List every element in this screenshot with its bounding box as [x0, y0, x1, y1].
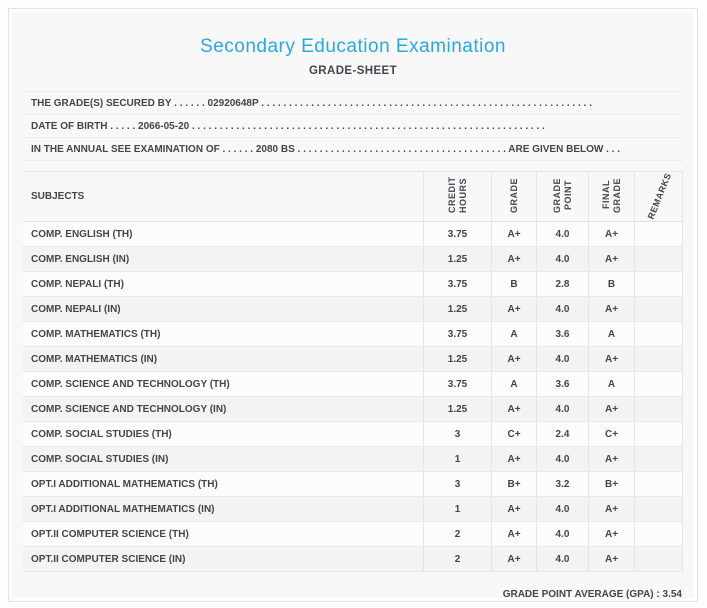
cell-subject: OPT.I ADDITIONAL MATHEMATICS (TH)	[23, 472, 424, 497]
cell-grade-point: 4.0	[537, 522, 589, 547]
cell-grade: A+	[492, 222, 537, 247]
cell-credit-hours: 3.75	[424, 272, 492, 297]
cell-subject: COMP. SCIENCE AND TECHNOLOGY (TH)	[23, 372, 424, 397]
cell-credit-hours: 1	[424, 447, 492, 472]
cell-final-grade: A+	[589, 247, 635, 272]
cell-credit-hours: 3.75	[424, 372, 492, 397]
grade-table-body	[23, 222, 683, 572]
cell-subject: COMP. SCIENCE AND TECHNOLOGY (IN)	[23, 397, 424, 422]
cell-grade-point: 2.8	[537, 272, 589, 297]
table-row	[23, 472, 683, 497]
cell-subject: COMP. MATHEMATICS (IN)	[23, 347, 424, 372]
cell-subject: COMP. ENGLISH (TH)	[23, 222, 424, 247]
table-row	[23, 272, 683, 297]
cell-grade-point: 4.0	[537, 397, 589, 422]
remarks-label: REMARKS	[645, 171, 674, 221]
cell-grade: B	[492, 272, 537, 297]
column-header-grade-point	[537, 172, 589, 222]
cell-final-grade: A+	[589, 297, 635, 322]
cell-final-grade: A+	[589, 547, 635, 572]
cell-grade: A	[492, 322, 537, 347]
grades-table	[23, 171, 683, 572]
cell-remarks	[635, 297, 683, 322]
cell-credit-hours: 1.25	[424, 297, 492, 322]
cell-grade-point: 4.0	[537, 297, 589, 322]
cell-final-grade: A+	[589, 447, 635, 472]
candidate-info-section	[23, 91, 683, 161]
cell-credit-hours: 3	[424, 422, 492, 447]
cell-final-grade: A+	[589, 397, 635, 422]
cell-subject: COMP. SOCIAL STUDIES (TH)	[23, 422, 424, 447]
page-subtitle: GRADE-SHEET	[308, 65, 398, 77]
cell-grade: A+	[492, 522, 537, 547]
cell-grade-point: 4.0	[537, 247, 589, 272]
table-row	[23, 547, 683, 572]
info-line-examination-year: IN THE ANNUAL SEE EXAMINATION OF . . . . . . 2080 BS . . . . . . . . . . . . . . . . . . . . . . . . . . . . . . . . . . . . . . ARE GIVEN BELOW . . .	[23, 138, 683, 161]
cell-remarks	[635, 447, 683, 472]
table-row	[23, 372, 683, 397]
cell-final-grade: C+	[589, 422, 635, 447]
cell-subject: COMP. MATHEMATICS (TH)	[23, 322, 424, 347]
cell-grade-point: 4.0	[537, 547, 589, 572]
cell-remarks	[635, 222, 683, 247]
cell-credit-hours: 3.75	[424, 322, 492, 347]
cell-remarks	[635, 522, 683, 547]
table-row	[23, 297, 683, 322]
grade-label: GRADE	[508, 177, 519, 213]
credit-hours-label: CREDIT HOURS	[446, 176, 468, 214]
table-row	[23, 522, 683, 547]
cell-subject: COMP. SOCIAL STUDIES (IN)	[23, 447, 424, 472]
cell-remarks	[635, 397, 683, 422]
cell-credit-hours: 2	[424, 522, 492, 547]
column-header-final-grade	[589, 172, 635, 222]
cell-remarks	[635, 372, 683, 397]
cell-grade: A	[492, 372, 537, 397]
grade-sheet-content	[9, 36, 697, 600]
cell-credit-hours: 3	[424, 472, 492, 497]
column-header-credit-hours	[424, 172, 492, 222]
cell-grade-point: 4.0	[537, 222, 589, 247]
cell-grade-point: 4.0	[537, 447, 589, 472]
cell-subject: OPT.II COMPUTER SCIENCE (IN)	[23, 547, 424, 572]
cell-credit-hours: 1.25	[424, 247, 492, 272]
table-row	[23, 247, 683, 272]
cell-grade: A+	[492, 497, 537, 522]
cell-final-grade: A+	[589, 497, 635, 522]
table-row	[23, 222, 683, 247]
table-row	[23, 397, 683, 422]
cell-subject: OPT.II COMPUTER SCIENCE (TH)	[23, 522, 424, 547]
cell-remarks	[635, 347, 683, 372]
cell-credit-hours: 1	[424, 497, 492, 522]
cell-credit-hours: 3.75	[424, 222, 492, 247]
grade-point-label: GRADE POINT	[551, 177, 573, 213]
table-row	[23, 447, 683, 472]
cell-grade-point: 4.0	[537, 347, 589, 372]
cell-final-grade: A+	[589, 222, 635, 247]
cell-grade: A+	[492, 547, 537, 572]
column-header-grade	[492, 172, 537, 222]
cell-grade: C+	[492, 422, 537, 447]
cell-grade-point: 3.6	[537, 372, 589, 397]
cell-remarks	[635, 472, 683, 497]
cell-grade-point: 4.0	[537, 497, 589, 522]
info-line-secured-by: THE GRADE(S) SECURED BY . . . . . . 02920648P . . . . . . . . . . . . . . . . . . . . . . . . . . . . . . . . . . . . . . . . . . . . . . . . . . . . . . . . . . . .	[23, 92, 683, 115]
cell-final-grade: A+	[589, 522, 635, 547]
cell-credit-hours: 1.25	[424, 347, 492, 372]
cell-subject: COMP. ENGLISH (IN)	[23, 247, 424, 272]
cell-final-grade: A+	[589, 347, 635, 372]
cell-subject: OPT.I ADDITIONAL MATHEMATICS (IN)	[23, 497, 424, 522]
cell-grade: A+	[492, 247, 537, 272]
table-header-row	[23, 172, 683, 222]
gpa-summary: GRADE POINT AVERAGE (GPA) : 3.54	[502, 589, 682, 600]
table-row	[23, 497, 683, 522]
cell-final-grade: A	[589, 322, 635, 347]
column-header-subjects: SUBJECTS	[23, 172, 424, 222]
cell-credit-hours: 1.25	[424, 397, 492, 422]
cell-final-grade: B+	[589, 472, 635, 497]
cell-final-grade: B	[589, 272, 635, 297]
cell-credit-hours: 2	[424, 547, 492, 572]
cell-grade: A+	[492, 297, 537, 322]
table-row	[23, 322, 683, 347]
cell-final-grade: A	[589, 372, 635, 397]
cell-grade: A+	[492, 347, 537, 372]
cell-remarks	[635, 497, 683, 522]
cell-grade: B+	[492, 472, 537, 497]
column-header-remarks	[635, 172, 683, 222]
info-line-date-of-birth: DATE OF BIRTH . . . . . 2066-05-20 . . . . . . . . . . . . . . . . . . . . . . . . . . . . . . . . . . . . . . . . . . . . . . . . . . . . . . . . . . . . . . . .	[23, 115, 683, 138]
cell-grade-point: 2.4	[537, 422, 589, 447]
cell-remarks	[635, 247, 683, 272]
cell-grade-point: 3.2	[537, 472, 589, 497]
cell-subject: COMP. NEPALI (IN)	[23, 297, 424, 322]
page-title: Secondary Education Examination	[200, 36, 506, 57]
cell-remarks	[635, 547, 683, 572]
table-row	[23, 422, 683, 447]
cell-remarks	[635, 422, 683, 447]
cell-subject: COMP. NEPALI (TH)	[23, 272, 424, 297]
cell-grade-point: 3.6	[537, 322, 589, 347]
table-row	[23, 347, 683, 372]
cell-grade: A+	[492, 447, 537, 472]
final-grade-label: FINAL GRADE	[600, 177, 622, 213]
cell-remarks	[635, 272, 683, 297]
grade-sheet-card	[8, 8, 698, 602]
cell-remarks	[635, 322, 683, 347]
cell-grade: A+	[492, 397, 537, 422]
